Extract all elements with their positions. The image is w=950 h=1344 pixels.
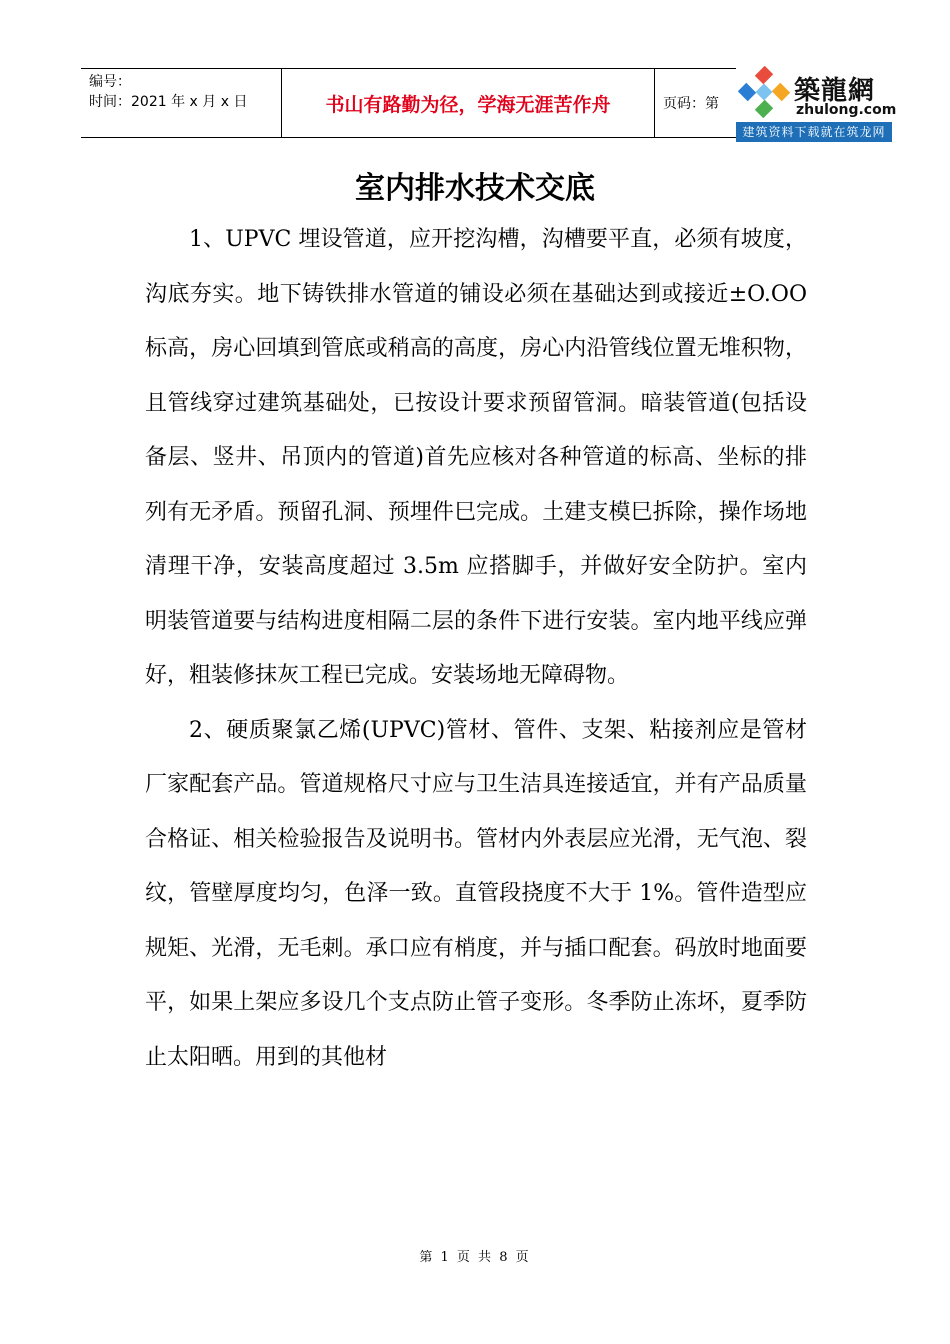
logo-url: zhulong.com	[796, 102, 897, 118]
paragraph-2: 2、硬质聚氯乙烯(UPVC)管材、管件、支架、粘接剂应是管材厂家配套产品。管道规格尺寸应与卫生洁具连接适宜，并有产品质量合格证、相关检验报告及说明书。管材内外表层应光滑，无气泡、裂纹，管壁厚度均匀，色泽一致。直管段挠度不大于 1%。管件造型应规矩、光滑，无毛刺。承口应有梢度，并与插口配套。码放时地面要平，如果上架应多设几个支点防止管子变形。冬季防止冻坏，夏季防止太阳晒。用到的其他材	[145, 717, 807, 1070]
document-body	[145, 213, 807, 1085]
page-footer: 第 1 页 共 8 页	[419, 1250, 531, 1265]
document-title: 室内排水技术交底	[355, 171, 595, 206]
paragraph-1: 1、UPVC 埋设管道，应开挖沟槽，沟槽要平直，必须有坡度，沟底夯实。地下铸铁排水管道的铺设必须在基础达到或接近±O.OO 标高，房心回填到管底或稍高的高度，房心内沿管线位置无堆积物，且管线穿过建筑基础处，已按设计要求预留管洞。暗装管道(包括设备层、竖井、吊顶内的管道)首先应核对各种管道的标高、坐标的排列有无矛盾。预留孔洞、预埋件巳完成。土建支模巳拆除，操作场地清理干净，安装高度超过 3.5m 应搭脚手，并做好安全防护。室内明装管道要与结构进度相隔二层的条件下进行安装。室内地平线应弹好，粗装修抹灰工程已完成。安装场地无障碍物。	[145, 227, 807, 688]
pinwheel-logo-icon	[738, 66, 790, 118]
logo-name: 築龍網	[794, 76, 876, 106]
header-motto: 书山有路勤为径，学海无涯苦作舟	[282, 69, 655, 137]
logo-banner: 建筑资料下载就在筑龙网	[736, 122, 892, 142]
zhulong-logo	[736, 64, 896, 144]
header-meta	[81, 69, 282, 137]
document-date: 时间：2021 年 x 月 x 日	[89, 94, 248, 110]
page-number-label: 页码：第	[663, 96, 719, 112]
document-number-label: 编号：	[89, 74, 131, 90]
